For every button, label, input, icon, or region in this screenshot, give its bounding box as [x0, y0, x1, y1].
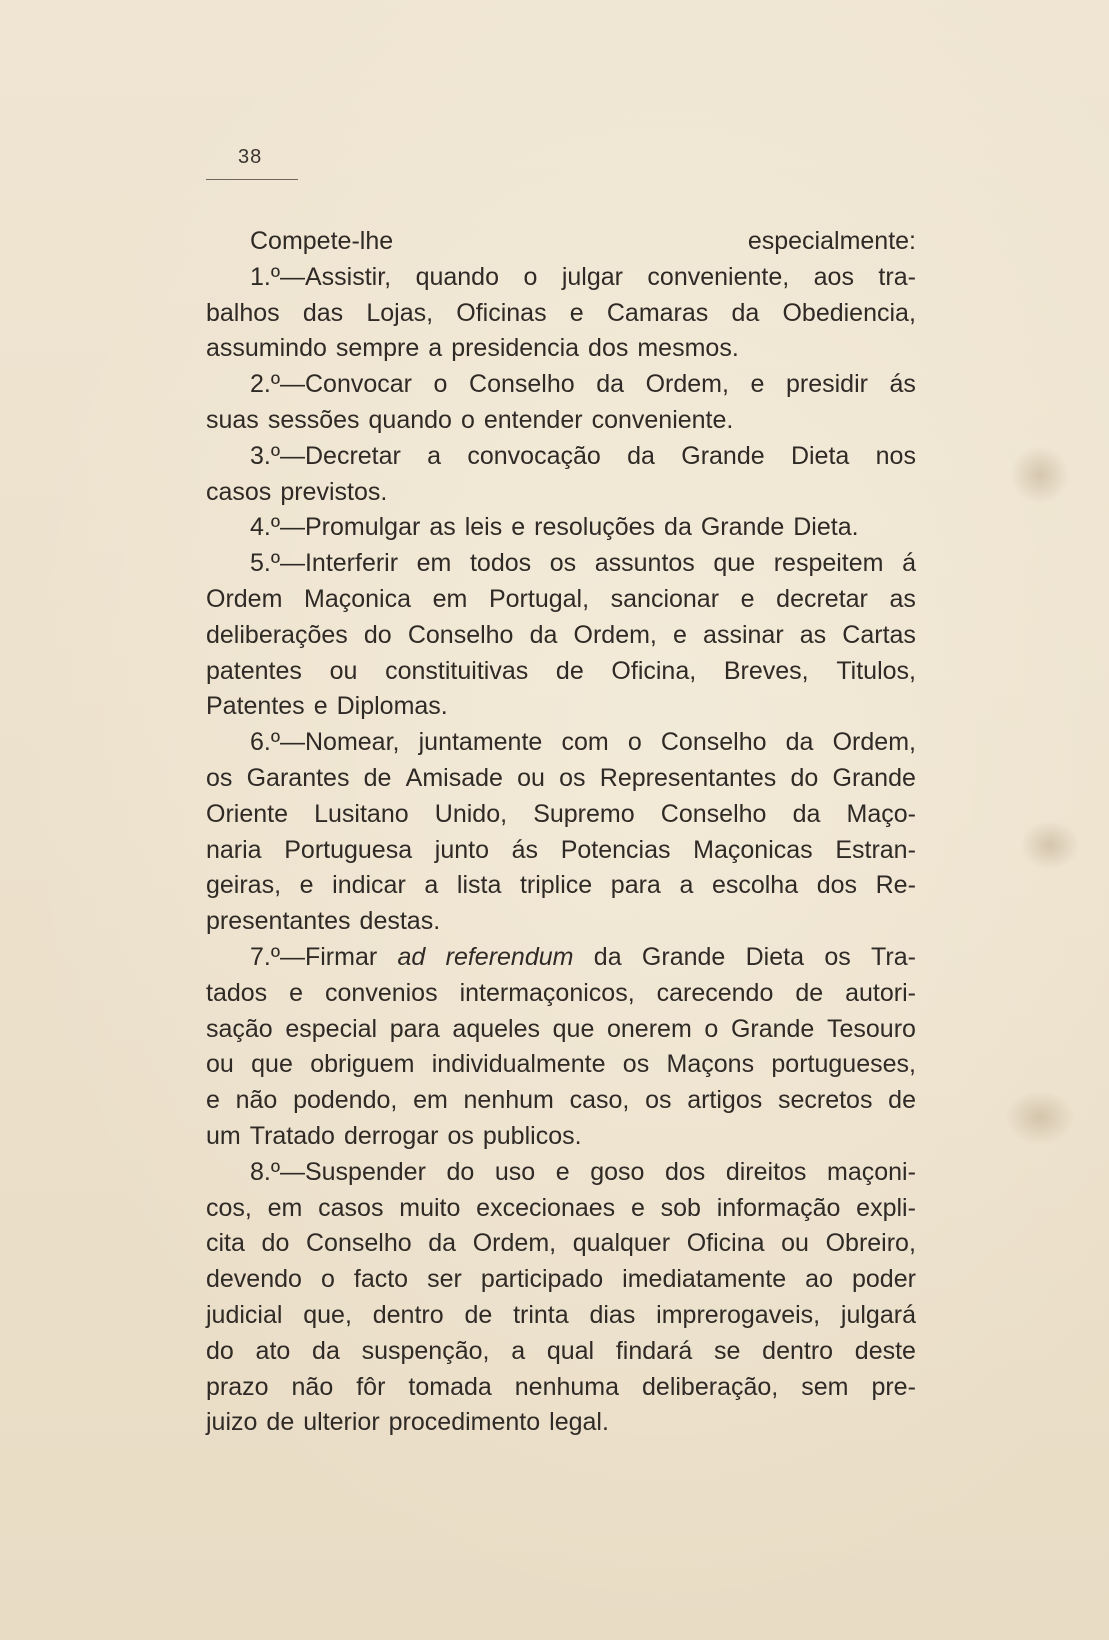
- word: Tesouro: [826, 1014, 916, 1043]
- word: de: [888, 1086, 916, 1115]
- word: qualquer: [572, 1229, 671, 1258]
- word: goso: [590, 1157, 645, 1186]
- word: ad: [397, 942, 426, 971]
- word: as: [889, 584, 916, 613]
- word: o: [460, 405, 475, 434]
- word: presentantes: [206, 907, 351, 936]
- word: Lusitano: [314, 799, 409, 828]
- page-number-rule: [206, 179, 298, 180]
- word: publicos.: [482, 1121, 582, 1150]
- word: que,: [303, 1300, 352, 1329]
- word: assumindo: [206, 334, 327, 363]
- word: um: [206, 1121, 241, 1150]
- text-line: [206, 331, 916, 367]
- word: patentes: [206, 656, 302, 685]
- word: assuntos: [594, 549, 695, 578]
- word: ou: [329, 656, 358, 685]
- word: Camaras: [606, 298, 709, 327]
- word: excecionaes: [476, 1193, 616, 1222]
- word: findará: [615, 1336, 693, 1365]
- word: os: [645, 1086, 672, 1115]
- word: especialmente:: [747, 227, 916, 255]
- word: conveniente.: [591, 405, 734, 434]
- word: obriguem: [310, 1050, 415, 1079]
- word: 3.º—Decretar: [250, 441, 401, 470]
- word: nos: [875, 441, 916, 470]
- word: uso: [494, 1157, 536, 1186]
- word: o: [627, 728, 642, 757]
- word: aos: [813, 262, 854, 291]
- word: Dieta: [790, 441, 850, 470]
- word: naria: [206, 835, 262, 864]
- word: sação: [206, 1014, 273, 1043]
- word: das: [302, 298, 344, 327]
- word: da: [428, 1229, 457, 1258]
- word: ou: [781, 1229, 809, 1258]
- word: o: [523, 262, 538, 291]
- word: Oficinas: [456, 298, 547, 327]
- word: e: [673, 620, 687, 649]
- text-line: [206, 868, 916, 904]
- word: Ordem,: [832, 728, 916, 757]
- word: e: [313, 692, 328, 721]
- word: podendo,: [293, 1086, 398, 1115]
- word: Ordem,: [472, 1229, 557, 1258]
- word: Oficina,: [611, 656, 697, 685]
- word: Titulos,: [836, 656, 916, 685]
- page-number: 38: [238, 146, 263, 168]
- word: de: [363, 763, 392, 792]
- word: mesmos.: [637, 334, 739, 363]
- word: cos,: [206, 1193, 252, 1222]
- word: conveniente,: [647, 262, 790, 291]
- paper-stain: [1020, 820, 1080, 870]
- text-line: [206, 1083, 916, 1119]
- word: da: [792, 799, 821, 828]
- word: facto: [353, 1265, 409, 1294]
- word: e: [511, 513, 526, 542]
- word: o: [704, 1014, 719, 1043]
- word: muito: [399, 1193, 461, 1222]
- word: Estran-: [835, 835, 916, 864]
- word: assinar: [703, 620, 784, 649]
- paper-stain: [1005, 1090, 1075, 1145]
- word: Portuguesa: [284, 835, 413, 864]
- word: sob: [660, 1193, 701, 1222]
- text-line: [206, 1119, 916, 1155]
- word: Diplomas.: [336, 692, 448, 721]
- word: constituitivas: [385, 656, 529, 685]
- word: entender: [483, 405, 583, 434]
- word: e: [630, 1193, 645, 1222]
- word: os: [824, 942, 851, 971]
- word: a: [511, 1336, 526, 1365]
- word: o: [320, 1265, 335, 1294]
- word: a: [428, 334, 443, 363]
- word: Conselho: [407, 620, 514, 649]
- word: convocação: [467, 441, 601, 470]
- word: maçoni-: [827, 1157, 916, 1186]
- word: de: [464, 1300, 493, 1329]
- text-line: [206, 403, 916, 439]
- word: os: [622, 1050, 650, 1079]
- word: de: [795, 978, 824, 1007]
- word: ato: [255, 1336, 291, 1365]
- word: deliberação,: [642, 1372, 779, 1401]
- word: e: [206, 1086, 220, 1115]
- word: julgará: [840, 1300, 916, 1329]
- word: derrogar: [343, 1121, 439, 1150]
- word: prazo: [206, 1372, 269, 1401]
- word: Oriente: [206, 799, 288, 828]
- word: suas: [206, 405, 259, 434]
- word: da: [627, 441, 655, 470]
- word: Conselho: [660, 799, 767, 828]
- text-line: [206, 1298, 916, 1334]
- word: da: [312, 1336, 340, 1365]
- word: e: [299, 871, 314, 900]
- word: Conselho: [306, 1229, 412, 1258]
- word: balhos: [206, 298, 280, 327]
- word: deste: [854, 1336, 916, 1365]
- text-line: [206, 1155, 916, 1191]
- word: sessões: [267, 405, 360, 434]
- word: indicar: [332, 871, 406, 900]
- word: Garantes: [246, 763, 350, 792]
- text-line: [206, 976, 916, 1012]
- word: Grande: [730, 1014, 815, 1043]
- word: onerem: [607, 1014, 692, 1043]
- word: a: [679, 871, 694, 900]
- word: e: [750, 370, 765, 399]
- word: Lojas,: [366, 298, 434, 327]
- text-line: [206, 260, 916, 296]
- word: 1.º—Assistir,: [250, 262, 392, 291]
- word: poder: [852, 1265, 916, 1294]
- word: sancionar: [610, 584, 720, 613]
- word: Conselho: [660, 728, 767, 757]
- text-line: [206, 1334, 916, 1370]
- word: os: [206, 763, 233, 792]
- word: presidir: [785, 370, 868, 399]
- word: referendum: [445, 942, 574, 971]
- word: 6.º—Nomear,: [250, 728, 400, 757]
- word: 7.º—Firmar: [250, 942, 378, 971]
- word: Unido,: [434, 799, 508, 828]
- word: que: [552, 1014, 595, 1043]
- word: casos: [206, 477, 272, 506]
- word: Compete-lhe: [250, 227, 394, 255]
- word: caso,: [569, 1086, 630, 1115]
- text-line: [206, 904, 916, 940]
- word: de: [266, 1408, 295, 1437]
- word: os: [549, 549, 577, 578]
- word: suspenção,: [361, 1336, 490, 1365]
- word: Ordem,: [573, 620, 657, 649]
- word: Maçonicas: [693, 835, 813, 864]
- word: do: [206, 1336, 234, 1365]
- word: previstos.: [280, 477, 388, 506]
- word: Ordem,: [645, 370, 729, 399]
- word: respeitem: [773, 549, 884, 578]
- word: fôr: [356, 1372, 386, 1401]
- text-line: [206, 1370, 916, 1406]
- word: do: [790, 763, 819, 792]
- word: especial: [285, 1014, 378, 1043]
- word: 5.º—Interferir: [250, 549, 399, 578]
- word: que: [713, 549, 756, 578]
- word: Maçonica: [304, 584, 412, 613]
- text-line: [206, 1012, 916, 1048]
- word: devendo: [206, 1265, 302, 1294]
- text-line: [206, 689, 916, 725]
- word: tados: [206, 978, 268, 1007]
- text-line: [206, 439, 916, 475]
- word: da: [731, 298, 760, 327]
- word: Patentes: [206, 692, 305, 721]
- word: presidencia: [451, 334, 580, 363]
- word: dos: [816, 871, 858, 900]
- word: em: [267, 1193, 303, 1222]
- word: as: [429, 513, 456, 542]
- word: ás: [511, 835, 539, 864]
- word: individualmente: [431, 1050, 606, 1079]
- word: e: [569, 298, 584, 327]
- word: Supremo: [533, 799, 635, 828]
- text-line: [206, 1226, 916, 1262]
- word: do: [261, 1229, 290, 1258]
- word: Ordem: [206, 584, 283, 613]
- word: leis: [464, 513, 503, 542]
- word: direitos: [725, 1157, 807, 1186]
- word: tra-: [878, 262, 916, 291]
- word: da: [785, 728, 814, 757]
- word: em: [413, 1086, 448, 1115]
- word: e: [555, 1157, 570, 1186]
- body-text: [206, 224, 916, 1441]
- word: Tra-: [871, 942, 916, 971]
- word: os: [447, 1121, 474, 1150]
- word: dos: [664, 1157, 706, 1186]
- text-line: [206, 833, 916, 869]
- word: ou: [206, 1050, 234, 1079]
- word: sem: [801, 1372, 849, 1401]
- word: dias: [589, 1300, 636, 1329]
- word: Grande: [681, 441, 765, 470]
- word: Conselho: [469, 370, 575, 399]
- word: Re-: [875, 871, 916, 900]
- word: lista: [456, 871, 502, 900]
- word: e: [289, 978, 304, 1007]
- word: sempre: [335, 334, 420, 363]
- word: Maço-: [846, 799, 916, 828]
- word: Breves,: [723, 656, 809, 685]
- word: os: [559, 763, 586, 792]
- word: Grande: [832, 763, 916, 792]
- word: artigos: [687, 1086, 763, 1115]
- text-line: [206, 1262, 916, 1298]
- text-line: [206, 797, 916, 833]
- word: dos: [588, 334, 629, 363]
- word: Portugal,: [488, 584, 590, 613]
- word: ao: [805, 1265, 833, 1294]
- word: triplice: [519, 871, 593, 900]
- word: para: [610, 871, 661, 900]
- text-line: [206, 1405, 916, 1441]
- word: Potencias: [560, 835, 671, 864]
- word: do: [363, 620, 392, 649]
- word: á: [902, 549, 916, 578]
- word: destas.: [359, 907, 441, 936]
- word: legal.: [549, 1408, 609, 1437]
- word: não: [291, 1372, 334, 1401]
- word: a: [424, 871, 439, 900]
- word: não: [235, 1086, 278, 1115]
- text-line: [206, 475, 916, 511]
- word: de: [555, 656, 584, 685]
- word: convenios: [325, 978, 438, 1007]
- word: em: [432, 584, 468, 613]
- word: Representantes: [599, 763, 777, 792]
- word: tomada: [408, 1372, 492, 1401]
- text-line: [206, 224, 916, 260]
- word: para: [389, 1014, 440, 1043]
- word: decretar: [776, 584, 868, 613]
- word: deliberações: [206, 620, 348, 649]
- text-line: [206, 725, 916, 761]
- word: pre-: [871, 1372, 916, 1401]
- word: o: [433, 370, 448, 399]
- word: informação: [716, 1193, 841, 1222]
- word: cita: [206, 1229, 245, 1258]
- word: judicial: [206, 1300, 283, 1329]
- word: Obediencia,: [782, 298, 916, 327]
- text-line: [206, 761, 916, 797]
- word: imediatamente: [622, 1265, 787, 1294]
- text-line: [206, 1191, 916, 1227]
- word: Dieta.: [793, 513, 859, 542]
- text-line: [206, 1047, 916, 1083]
- word: nenhum: [463, 1086, 554, 1115]
- text-line: [206, 367, 916, 403]
- word: portugueses,: [771, 1050, 916, 1079]
- word: dentro: [762, 1336, 834, 1365]
- word: Grande: [700, 513, 785, 542]
- word: se: [714, 1336, 741, 1365]
- word: juntamente: [418, 728, 543, 757]
- word: do: [446, 1157, 475, 1186]
- word: Dieta: [745, 942, 804, 971]
- word: autori-: [845, 978, 916, 1007]
- text-line: [206, 940, 916, 976]
- word: resoluções: [534, 513, 656, 542]
- word: Cartas: [842, 620, 916, 649]
- word: da: [529, 620, 558, 649]
- word: da: [596, 370, 625, 399]
- word: 4.º—Promulgar: [250, 513, 421, 542]
- word: todos: [469, 549, 532, 578]
- word: Obreiro,: [825, 1229, 916, 1258]
- word: trinta: [513, 1300, 569, 1329]
- word: as: [799, 620, 827, 649]
- word: a: [427, 441, 442, 470]
- paper-stain: [1010, 445, 1070, 505]
- word: casos: [318, 1193, 384, 1222]
- word: junto: [434, 835, 489, 864]
- text-line: [206, 654, 916, 690]
- word: Oficina: [686, 1229, 765, 1258]
- text-line: [206, 296, 916, 332]
- text-line: [206, 546, 916, 582]
- word: 2.º—Convocar: [250, 370, 412, 399]
- word: carecendo: [656, 978, 774, 1007]
- word: e: [740, 584, 755, 613]
- word: Maçons: [666, 1050, 755, 1079]
- word: da: [664, 513, 692, 542]
- word: secretos: [777, 1086, 873, 1115]
- word: qual: [546, 1336, 595, 1365]
- word: procedimento: [388, 1408, 541, 1437]
- text-line: [206, 618, 916, 654]
- word: ou: [517, 763, 545, 792]
- word: que: [251, 1050, 293, 1079]
- word: expli-: [856, 1193, 916, 1222]
- word: ás: [889, 370, 916, 399]
- word: quando: [415, 262, 499, 291]
- word: ser: [427, 1265, 462, 1294]
- text-line: [206, 582, 916, 618]
- word: Amisade: [405, 763, 503, 792]
- word: Tratado: [249, 1121, 335, 1150]
- word: juizo: [206, 1408, 258, 1437]
- word: Grande: [641, 942, 726, 971]
- word: dentro: [372, 1300, 444, 1329]
- word: nenhuma: [514, 1372, 620, 1401]
- word: da: [593, 942, 622, 971]
- word: participado: [480, 1265, 604, 1294]
- word: geiras,: [206, 871, 282, 900]
- word: com: [561, 728, 609, 757]
- word: julgar: [561, 262, 623, 291]
- word: intermaçonicos,: [459, 978, 635, 1007]
- word: ulterior: [303, 1408, 380, 1437]
- word: em: [416, 549, 452, 578]
- word: aqueles: [452, 1014, 540, 1043]
- text-line: [206, 510, 916, 546]
- word: 8.º—Suspender: [250, 1157, 426, 1186]
- word: escolha: [711, 871, 799, 900]
- word: imprerogaveis,: [656, 1300, 821, 1329]
- word: quando: [368, 405, 452, 434]
